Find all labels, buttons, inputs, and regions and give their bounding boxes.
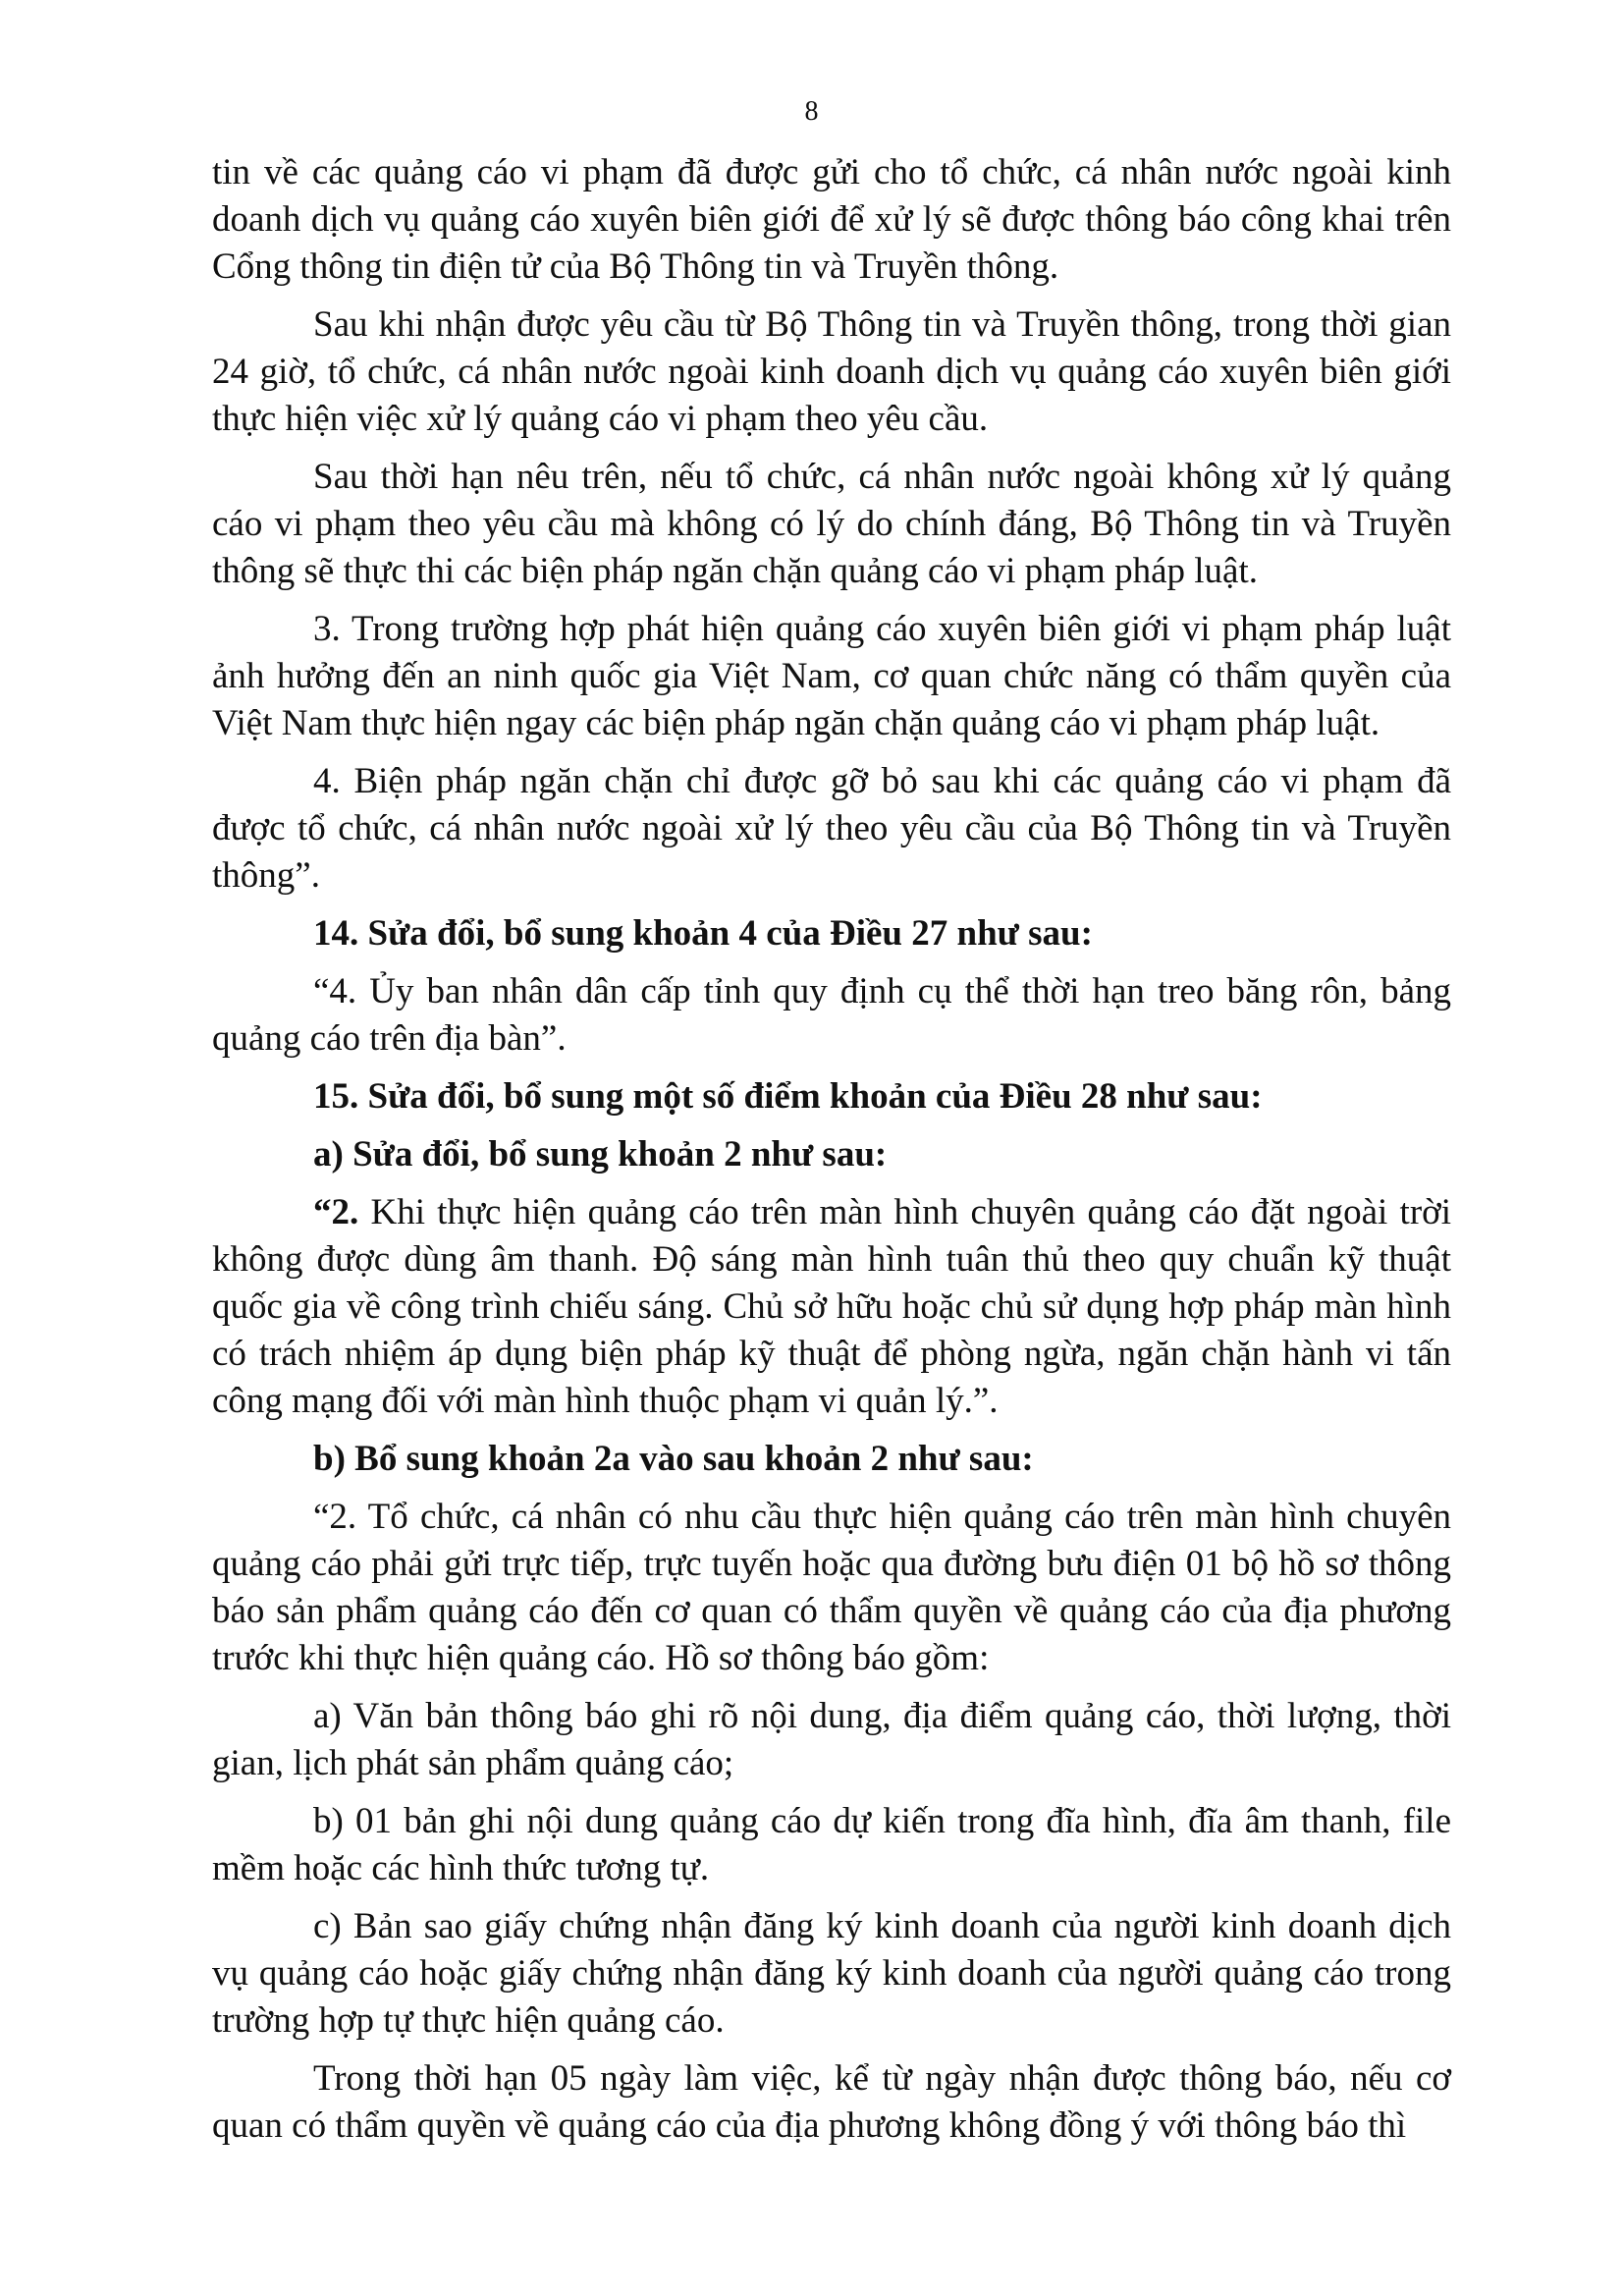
page-number: 8	[804, 96, 819, 127]
paragraph-item-14-text: “4. Ủy ban nhân dân cấp tỉnh quy định cụ thể thời hạn treo băng rôn, bảng quảng cáo trên địa bàn”.	[212, 971, 1451, 1059]
paragraph-list-a: a) Văn bản thông báo ghi rõ nội dung, địa điểm quảng cáo, thời lượng, thời gian, lịch phát sản phẩm quảng cáo;	[212, 1696, 1451, 1783]
heading-item-14: 14. Sửa đổi, bổ sung khoản 4 của Điều 27 như sau:	[313, 913, 1093, 954]
paragraph-point-a-text	[212, 1189, 1451, 1425]
paragraph-enforcement: Sau thời hạn nêu trên, nếu tổ chức, cá nhân nước ngoài không xử lý quảng cáo vi phạm theo yêu cầu mà không có lý do chính đáng, Bộ Thông tin và Truyền thông sẽ thực thi các biện pháp ngăn chặn quảng cáo vi phạm pháp luật.	[212, 457, 1451, 591]
paragraph-clause-4: 4. Biện pháp ngăn chặn chỉ được gỡ bỏ sau khi các quảng cáo vi phạm đã được tổ chức, cá nhân nước ngoài xử lý theo yêu cầu của Bộ Thông tin và Truyền thông”.	[212, 761, 1451, 896]
paragraph-list-c: c) Bản sao giấy chứng nhận đăng ký kinh doanh của người kinh doanh dịch vụ quảng cáo hoặc giấy chứng nhận đăng ký kinh doanh của người quảng cáo trong trường hợp tự thực hiện quảng cáo.	[212, 1906, 1451, 2041]
heading-point-a: a) Sửa đổi, bổ sung khoản 2 như sau:	[313, 1134, 888, 1175]
heading-point-b: b) Bổ sung khoản 2a vào sau khoản 2 như sau:	[313, 1439, 1034, 1479]
clause-text: Khi thực hiện quảng cáo trên màn hình chuyên quảng cáo đặt ngoài trời không được dùng âm thanh. Độ sáng màn hình tuân thủ theo quy chuẩn kỹ thuật quốc gia về công trình chiếu sáng. Chủ sở hữu hoặc chủ sử dụng hợp pháp màn hình có trách nhiệm áp dụng biện pháp kỹ thuật để phòng ngừa, ngăn chặn hành vi tấn công mạng đối với màn hình thuộc phạm vi quản lý.”.	[212, 1192, 1451, 1421]
heading-item-15: 15. Sửa đổi, bổ sung một số điểm khoản của Điều 28 như sau:	[313, 1076, 1263, 1117]
paragraph-continuation: tin về các quảng cáo vi phạm đã được gửi cho tổ chức, cá nhân nước ngoài kinh doanh dịch vụ quảng cáo xuyên biên giới để xử lý sẽ được thông báo công khai trên Cổng thông tin điện tử của Bộ Thông tin và Truyền thông.	[212, 152, 1451, 287]
paragraph-request-processing: Sau khi nhận được yêu cầu từ Bộ Thông tin và Truyền thông, trong thời gian 24 giờ, tổ chức, cá nhân nước ngoài kinh doanh dịch vụ quảng cáo xuyên biên giới thực hiện việc xử lý quảng cáo vi phạm theo yêu cầu.	[212, 304, 1451, 439]
paragraph-list-b: b) 01 bản ghi nội dung quảng cáo dự kiến trong đĩa hình, đĩa âm thanh, file mềm hoặc các hình thức tương tự.	[212, 1801, 1451, 1888]
paragraph-point-b-text: “2. Tổ chức, cá nhân có nhu cầu thực hiện quảng cáo trên màn hình chuyên quảng cáo phải gửi trực tiếp, trực tuyến hoặc qua đường bưu điện 01 bộ hồ sơ thông báo sản phẩm quảng cáo đến cơ quan có thẩm quyền về quảng cáo của địa phương trước khi thực hiện quảng cáo. Hồ sơ thông báo gồm:	[212, 1497, 1451, 1678]
document-body	[212, 149, 1451, 2160]
paragraph-deadline: Trong thời hạn 05 ngày làm việc, kể từ ngày nhận được thông báo, nếu cơ quan có thẩm quyền về quảng cáo của địa phương không đồng ý với thông báo thì	[212, 2058, 1451, 2146]
paragraph-clause-3: 3. Trong trường hợp phát hiện quảng cáo xuyên biên giới vi phạm pháp luật ảnh hưởng đến an ninh quốc gia Việt Nam, cơ quan chức năng có thẩm quyền của Việt Nam thực hiện ngay các biện pháp ngăn chặn quảng cáo vi phạm pháp luật.	[212, 609, 1451, 743]
clause-number-bold: “2.	[313, 1192, 359, 1232]
